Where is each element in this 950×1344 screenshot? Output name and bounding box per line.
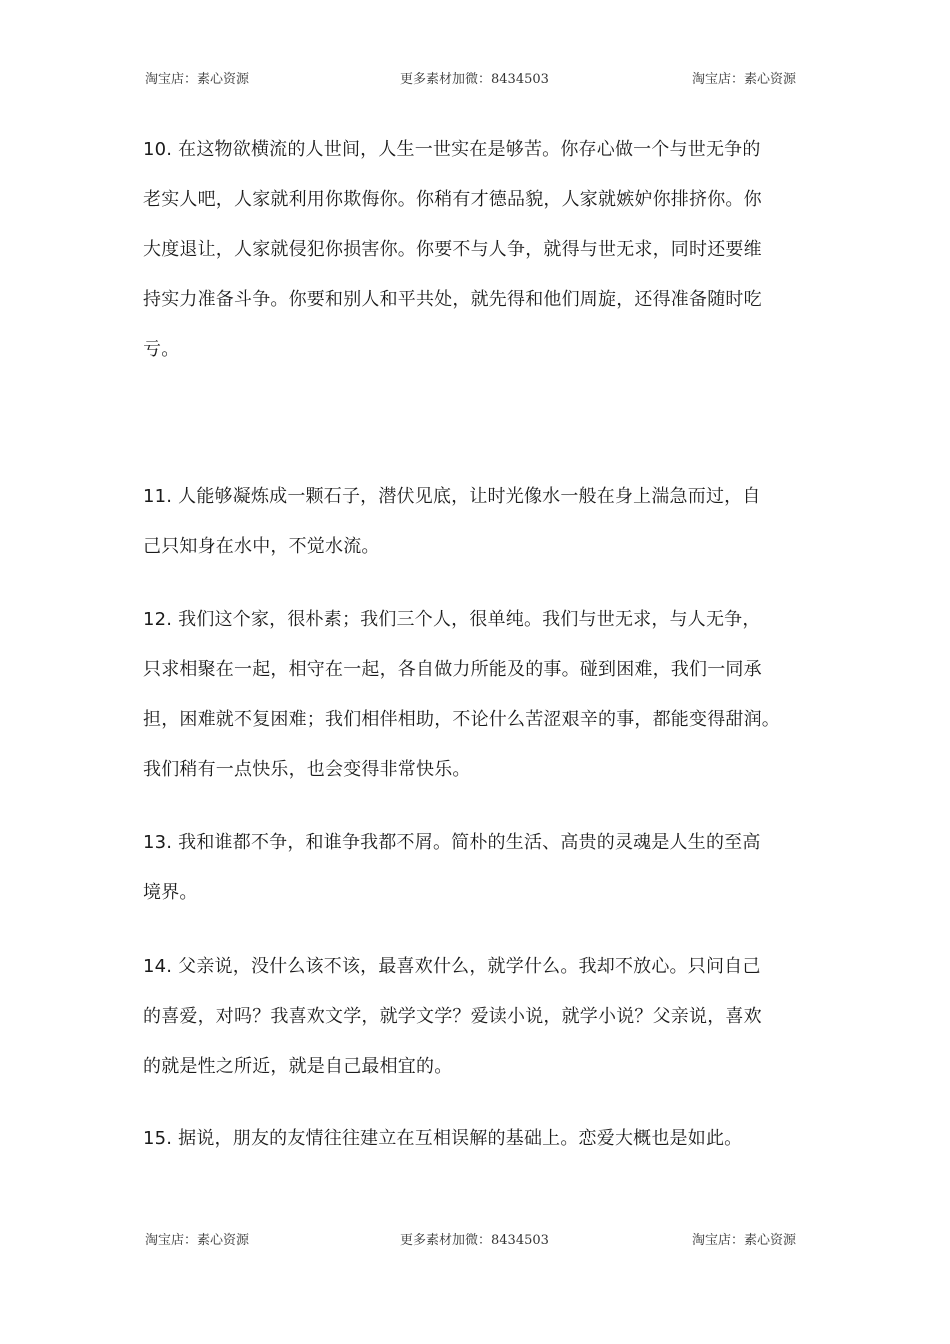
header-shop-right: 淘宝店：素心资源 [692, 72, 797, 87]
paragraph-line: 持实力准备斗争。你要和别人和平共处，就先得和他们周旋，还得准备随时吃 [143, 289, 762, 310]
page-footer [0, 1229, 950, 1249]
header-contact: 更多素材加微：8434503 [400, 72, 549, 87]
paragraph-line: 15. 据说，朋友的友情往往建立在互相误解的基础上。恋爱大概也是如此。 [143, 1128, 743, 1149]
paragraph-line: 的就是性之所近，就是自己最相宜的。 [143, 1056, 453, 1077]
paragraph-15 [143, 1114, 819, 1164]
paragraph-line: 13. 我和谁都不争，和谁争我都不屑。简朴的生活、高贵的灵魂是人生的至高 [143, 832, 761, 853]
paragraph-line: 只求相聚在一起，相守在一起，各自做力所能及的事。碰到困难，我们一同承 [143, 659, 762, 680]
paragraph-line: 10. 在这物欲横流的人世间，人生一世实在是够苦。你存心做一个与世无争的 [143, 139, 761, 160]
paragraph-line: 12. 我们这个家，很朴素；我们三个人，很单纯。我们与世无求，与人无争， [143, 609, 761, 630]
paragraph-line: 己只知身在水中，不觉水流。 [143, 536, 380, 557]
paragraph-line: 亏。 [143, 339, 180, 360]
paragraph-line: 11. 人能够凝炼成一颗石子，潜伏见底，让时光像水一般在身上湍急而过，自 [143, 486, 761, 507]
paragraph-11 [143, 472, 819, 572]
paragraph-14 [143, 942, 819, 1092]
header-shop-left: 淘宝店：素心资源 [145, 72, 250, 87]
paragraph-line: 老实人吧，人家就利用你欺侮你。你稍有才德品貌，人家就嫉妒你排挤你。你 [143, 189, 762, 210]
page-header [0, 68, 950, 88]
paragraph-line: 大度退让，人家就侵犯你损害你。你要不与人争，就得与世无求，同时还要维 [143, 239, 762, 260]
paragraph-line: 14. 父亲说，没什么该不该，最喜欢什么，就学什么。我却不放心。只问自己 [143, 956, 761, 977]
footer-shop-left: 淘宝店：素心资源 [145, 1233, 250, 1248]
footer-shop-right: 淘宝店：素心资源 [692, 1233, 797, 1248]
paragraph-13 [143, 818, 819, 918]
paragraph-line: 境界。 [143, 882, 198, 903]
footer-contact: 更多素材加微：8434503 [400, 1233, 549, 1248]
paragraph-line: 我们稍有一点快乐，也会变得非常快乐。 [143, 759, 471, 780]
paragraph-line: 的喜爱，对吗？我喜欢文学，就学文学？爱读小说，就学小说？父亲说，喜欢 [143, 1006, 762, 1027]
paragraph-10 [143, 125, 819, 375]
paragraph-line: 担，困难就不复困难；我们相伴相助，不论什么苦涩艰辛的事，都能变得甜润。 [143, 709, 780, 730]
paragraph-12 [143, 595, 819, 795]
